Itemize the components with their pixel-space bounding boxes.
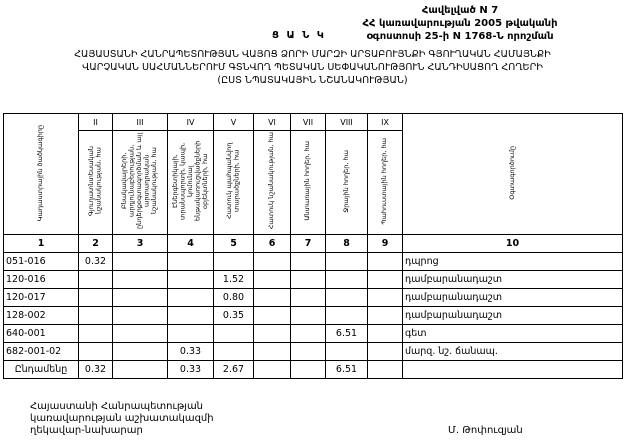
list-heading: Ց Ա Ն Կ: [272, 30, 326, 41]
table-row: [4, 343, 623, 361]
column-header-label: Օգտագործումը: [507, 146, 516, 200]
area-value: [326, 289, 368, 307]
area-value: [113, 325, 168, 343]
column-number: 6: [254, 235, 291, 253]
roman-numeral: VII: [291, 114, 326, 131]
column-number: 1: [4, 235, 79, 253]
column-header: [113, 131, 168, 235]
table-row: [4, 271, 623, 289]
column-header: [168, 131, 214, 235]
column-header: [326, 131, 368, 235]
land-use: մարզ. նշ. ճանապ.: [403, 343, 623, 361]
total-value: [254, 361, 291, 379]
position-line: ղեկավար-նախարար: [30, 425, 143, 436]
column-number: 9: [368, 235, 403, 253]
column-header: [291, 131, 326, 235]
area-value: 1.52: [214, 271, 254, 289]
column-number: 5: [214, 235, 254, 253]
area-value: 0.33: [168, 343, 214, 361]
area-value: [214, 343, 254, 361]
total-value: [291, 361, 326, 379]
area-value: [79, 289, 113, 307]
area-value: [79, 343, 113, 361]
total-value: [113, 361, 168, 379]
roman-numeral: VIII: [326, 114, 368, 131]
area-value: [113, 307, 168, 325]
area-value: 6.51: [326, 325, 368, 343]
area-value: [326, 271, 368, 289]
area-value: [168, 253, 214, 271]
cadastral-code: 120-017: [4, 289, 79, 307]
roman-numeral: V: [214, 114, 254, 131]
roman-numeral: IX: [368, 114, 403, 131]
area-value: [291, 271, 326, 289]
area-value: [254, 325, 291, 343]
cadastral-code: 640-001: [4, 325, 79, 343]
column-header-label: Պահուստային հողեր, հա: [380, 137, 389, 225]
area-value: [168, 271, 214, 289]
column-header: [368, 131, 403, 235]
column-number: 8: [326, 235, 368, 253]
total-value: [403, 361, 623, 379]
column-header-label: Հատուկ պահպանվող տարածքների, հա: [225, 142, 241, 220]
total-value: 0.33: [168, 361, 214, 379]
land-use: գետ: [403, 325, 623, 343]
area-value: [79, 271, 113, 289]
area-value: [368, 343, 403, 361]
document-title: [0, 48, 625, 87]
column-header: [79, 131, 113, 235]
land-table: [3, 113, 623, 379]
area-value: 0.80: [214, 289, 254, 307]
area-value: [79, 307, 113, 325]
area-value: [254, 343, 291, 361]
area-value: [254, 253, 291, 271]
roman-numeral: IV: [168, 114, 214, 131]
column-header-label: Հատուկ նշանակության, հա: [267, 132, 276, 230]
table-row: [4, 289, 623, 307]
column-header-label: Ջրային հողեր, հա: [341, 149, 350, 213]
area-value: [113, 343, 168, 361]
area-value: [254, 289, 291, 307]
area-value: [254, 271, 291, 289]
column-header: [254, 131, 291, 235]
area-value: [326, 343, 368, 361]
roman-numeral: VI: [254, 114, 291, 131]
column-number-row: [4, 235, 623, 253]
area-value: [168, 289, 214, 307]
column-header: [403, 114, 623, 235]
area-value: [214, 325, 254, 343]
cadastral-code: 128-002: [4, 307, 79, 325]
area-value: [368, 289, 403, 307]
total-row: [4, 361, 623, 379]
area-value: [291, 289, 326, 307]
column-header: [4, 114, 79, 235]
area-value: [291, 343, 326, 361]
column-header-label: Բնակավայրերի, արդյունաբերության, ընդերքօգտագործման և այլ արտադրական նշանակության, հա: [120, 132, 159, 230]
area-value: [368, 271, 403, 289]
total-value: 2.67: [214, 361, 254, 379]
column-header-label: Գյուղատնտեսական նշանակության, հա: [87, 146, 103, 216]
table-row: [4, 253, 623, 271]
column-header-label: Անտառային հողեր, հա: [303, 141, 312, 221]
area-value: [326, 307, 368, 325]
column-header-label: Էներգետիկայի, տրանսպորտի, կապի, կոմունալ ենթակառուցվածքների օբյեկտների, հա: [170, 140, 209, 222]
column-header-label: Կադաստրային ծածկագիրը: [36, 124, 45, 222]
position-line: Հայաստանի Հանրապետության: [30, 401, 204, 412]
area-value: [113, 253, 168, 271]
area-value: [168, 307, 214, 325]
title-line: ՎԱՐՉԱԿԱՆ ՍԱՀՄԱՆՆԵՐՈՒՄ ԳՏՆՎՈՂ ՊԵՏԱԿԱՆ ՍԵՓԱԿԱՆՈՒԹՅՈՒՆ ՀԱՆԴԻՍԱՑՈՂ ՀՈՂԵՐԻ: [82, 62, 543, 73]
column-number: 2: [79, 235, 113, 253]
roman-numeral: III: [113, 114, 168, 131]
total-label: Ընդամենը: [4, 361, 79, 379]
area-value: [113, 289, 168, 307]
area-value: [168, 325, 214, 343]
area-value: [326, 253, 368, 271]
column-header: [214, 131, 254, 235]
area-value: [291, 307, 326, 325]
column-number: 4: [168, 235, 214, 253]
cadastral-code: 120-016: [4, 271, 79, 289]
cadastral-code: 682-001-02: [4, 343, 79, 361]
annex-line: օգոստոսի 25-ի N 1768-Ն որոշման: [366, 31, 554, 42]
column-number: 7: [291, 235, 326, 253]
land-use: դպրոց: [403, 253, 623, 271]
area-value: [113, 271, 168, 289]
annex-line: ՀՀ կառավարության 2005 թվականի: [362, 18, 558, 29]
area-value: [254, 307, 291, 325]
title-line: ՀԱՅԱՍՏԱՆԻ ՀԱՆՐԱՊԵՏՈՒԹՅԱՆ ՎԱՅՈՑ ՁՈՐԻ ՄԱՐԶԻ ԱՐՏԱԲՈՒՅՆՔԻ ԳՅՈՒՂԱԿԱՆ ՀԱՄԱՅՆՔԻ: [74, 49, 551, 60]
table-row: [4, 325, 623, 343]
annex-line: Հավելված N 7: [421, 5, 499, 16]
roman-numeral: II: [79, 114, 113, 131]
area-value: [79, 325, 113, 343]
total-value: [368, 361, 403, 379]
area-value: [368, 307, 403, 325]
annex-reference: [345, 4, 575, 43]
title-line: (ԸՍՏ ՆՊԱՏԱԿԱՅԻՆ ՆՇԱՆԱԿՈՒԹՅԱՆ): [217, 75, 408, 86]
column-number: 10: [403, 235, 623, 253]
total-value: 6.51: [326, 361, 368, 379]
area-value: [368, 253, 403, 271]
total-value: 0.32: [79, 361, 113, 379]
table-row: [4, 307, 623, 325]
area-value: 0.35: [214, 307, 254, 325]
position-line: կառավարության աշխատակազմի: [30, 413, 214, 424]
land-use: դամբարանադաշտ: [403, 271, 623, 289]
signatory-name: Մ. Թոփուզյան: [448, 425, 523, 436]
cadastral-code: 051-016: [4, 253, 79, 271]
land-use: դամբարանադաշտ: [403, 307, 623, 325]
area-value: 0.32: [79, 253, 113, 271]
column-number: 3: [113, 235, 168, 253]
area-value: [214, 253, 254, 271]
area-value: [291, 325, 326, 343]
land-use: դամբարանադաշտ: [403, 289, 623, 307]
roman-header-row: [4, 114, 623, 131]
signatory-position: [30, 401, 214, 437]
area-value: [368, 325, 403, 343]
area-value: [291, 253, 326, 271]
